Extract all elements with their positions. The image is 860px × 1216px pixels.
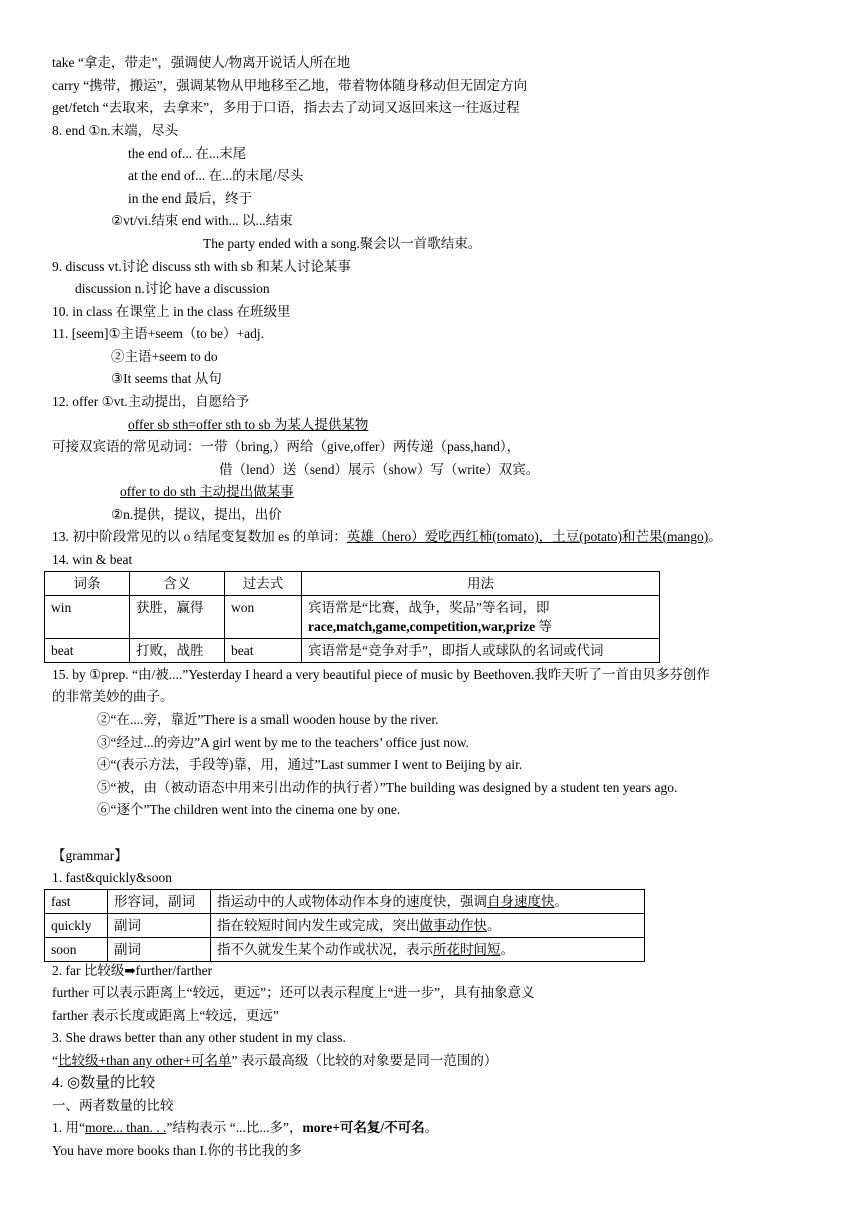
table-row bbox=[45, 596, 660, 639]
seem-line-2: ②主语+seem to do bbox=[111, 349, 218, 364]
table-cell: 打败，战胜 bbox=[130, 639, 225, 663]
table-cell: fast bbox=[45, 890, 108, 914]
table-header-cell: 用法 bbox=[302, 572, 660, 596]
table-row bbox=[45, 938, 645, 962]
table-cell: 形容词，副词 bbox=[108, 890, 211, 914]
table-header-cell: 过去式 bbox=[225, 572, 302, 596]
discuss-line-2: discussion n.讨论 have a discussion bbox=[75, 281, 270, 296]
table-cell: 宾语常是“比赛，战争，奖品”等名词，即 race,match,game,competition,war,prize 等 bbox=[302, 596, 660, 639]
farther-line: farther 表示长度或距离上“较远，更远” bbox=[52, 1008, 279, 1023]
table-cell: 指运动中的人或物体动作本身的速度快，强调自身速度快。 bbox=[211, 890, 645, 914]
table-row bbox=[45, 914, 645, 938]
grammar-heading: 【grammar】 bbox=[52, 848, 128, 863]
by-line-1: 15. by ①prep. “由/被....”Yesterday I heard a very beautiful piece of music by Beethoven.我昨天听了一首由贝多芬创作 bbox=[52, 667, 710, 682]
vocab-carry: carry “携带，搬运”，强调某物从甲地移至乙地，带着物体随身移动但无固定方向 bbox=[52, 78, 528, 93]
grammar-item-3: 3. She draws better than any other student in my class. bbox=[52, 1030, 346, 1045]
offer-line-6: ②n.提供，提议，提出，出价 bbox=[111, 507, 282, 522]
by-line-7: ⑥“逐个”The children went into the cinema one by one. bbox=[97, 802, 401, 817]
end-phrase-1: the end of... 在...末尾 bbox=[128, 146, 247, 161]
end-verb: ②vt/vi.结束 end with... 以...结束 bbox=[111, 213, 293, 228]
win-beat-title: 14. win & beat bbox=[52, 552, 133, 567]
table-cell: soon bbox=[45, 938, 108, 962]
table-header-cell: 含义 bbox=[130, 572, 225, 596]
grammar-item-4: 4. ◎数量的比较 bbox=[52, 1075, 156, 1091]
seem-line-3: ③It seems that 从句 bbox=[111, 371, 222, 386]
by-line-3: ②“在....旁，靠近”There is a small wooden house by the river. bbox=[97, 712, 439, 727]
fast-quickly-soon-table bbox=[44, 889, 645, 962]
offer-line-2: offer sb sth=offer sth to sb 为某人提供某物 bbox=[128, 417, 369, 432]
subheading-two-quantities: 一、两者数量的比较 bbox=[52, 1098, 174, 1113]
table-cell: beat bbox=[225, 639, 302, 663]
table-row bbox=[45, 890, 645, 914]
by-line-5: ④“(表示方法，手段等)靠，用，通过”Last summer I went to Beijing by air. bbox=[97, 757, 523, 772]
offer-line-1: 12. offer ①vt.主动提出，自愿给予 bbox=[52, 394, 250, 409]
end-phrase-2: at the end of... 在...的末尾/尽头 bbox=[128, 168, 304, 183]
win-beat-table bbox=[44, 571, 660, 663]
grammar-item-3-rule: “比较级+than any other+可名单” 表示最高级（比较的对象要是同一范围的） bbox=[52, 1053, 498, 1068]
table-cell: 指不久就发生某个动作或状况，表示所花时间短。 bbox=[211, 938, 645, 962]
table-row bbox=[45, 639, 660, 663]
table-cell: 指在较短时间内发生或完成，突出做事动作快。 bbox=[211, 914, 645, 938]
by-line-4: ③“经过...的旁边”A girl went by me to the teachers’ office just now. bbox=[97, 735, 470, 750]
grammar-item-1: 1. fast&quickly&soon bbox=[52, 870, 172, 885]
table-cell: quickly bbox=[45, 914, 108, 938]
discuss-line-1: 9. discuss vt.讨论 discuss sth with sb 和某人讨论某事 bbox=[52, 259, 351, 274]
offer-line-5: offer to do sth 主动提出做某事 bbox=[120, 484, 294, 499]
table-header-row bbox=[45, 572, 660, 596]
further-line: further 可以表示距离上“较远，更远”；还可以表示程度上“进一步”，具有抽象意义 bbox=[52, 985, 535, 1000]
offer-line-4: 借（lend）送（send）展示（show）写（write）双宾。 bbox=[219, 462, 540, 477]
table-cell: 副词 bbox=[108, 914, 211, 938]
o-words-line: 13. 初中阶段常见的以 o 结尾变复数加 es 的单词：英雄（hero）爱吃西红柿(tomato)，土豆(potato)和芒果(mango)。 bbox=[52, 529, 722, 544]
more-than-example: You have more books than I.你的书比我的多 bbox=[52, 1143, 302, 1158]
table-cell: 获胜，赢得 bbox=[130, 596, 225, 639]
offer-line-3: 可接双宾语的常见动词：一带（bring,）两给（give,offer）两传递（pass,hand）， bbox=[52, 439, 521, 454]
table-cell: 副词 bbox=[108, 938, 211, 962]
vocab-get-fetch: get/fetch “去取来，去拿来”，多用于口语，指去去了动词又返回来这一往返过程 bbox=[52, 100, 520, 115]
more-than-rule: 1. 用“more... than. . .”结构表示 “...比...多”，more+可名复/不可名。 bbox=[52, 1120, 439, 1135]
table-cell: won bbox=[225, 596, 302, 639]
table-cell: win bbox=[45, 596, 130, 639]
vocab-take: take “拿走，带走”，强调使人/物离开说话人所在地 bbox=[52, 55, 351, 70]
table-header-cell: 词条 bbox=[45, 572, 130, 596]
table-cell: 宾语常是“竞争对手”，即指人或球队的名词或代词 bbox=[302, 639, 660, 663]
table-cell: beat bbox=[45, 639, 130, 663]
by-line-2: 的非常美妙的曲子。 bbox=[52, 689, 174, 704]
end-phrase-3: in the end 最后，终于 bbox=[128, 191, 253, 206]
grammar-item-2: 2. far 比较级➡further/farther bbox=[52, 963, 213, 978]
in-class-line: 10. in class 在课堂上 in the class 在班级里 bbox=[52, 304, 291, 319]
by-line-6: ⑤“被，由（被动语态中用来引出动作的执行者）”The building was designed by a student ten years ago. bbox=[97, 780, 678, 795]
end-example: The party ended with a song.聚会以一首歌结束。 bbox=[203, 236, 482, 251]
end-title: 8. end ①n.末端，尽头 bbox=[52, 123, 179, 138]
seem-line-1: 11. [seem]①主语+seem（to be）+adj. bbox=[52, 326, 265, 341]
